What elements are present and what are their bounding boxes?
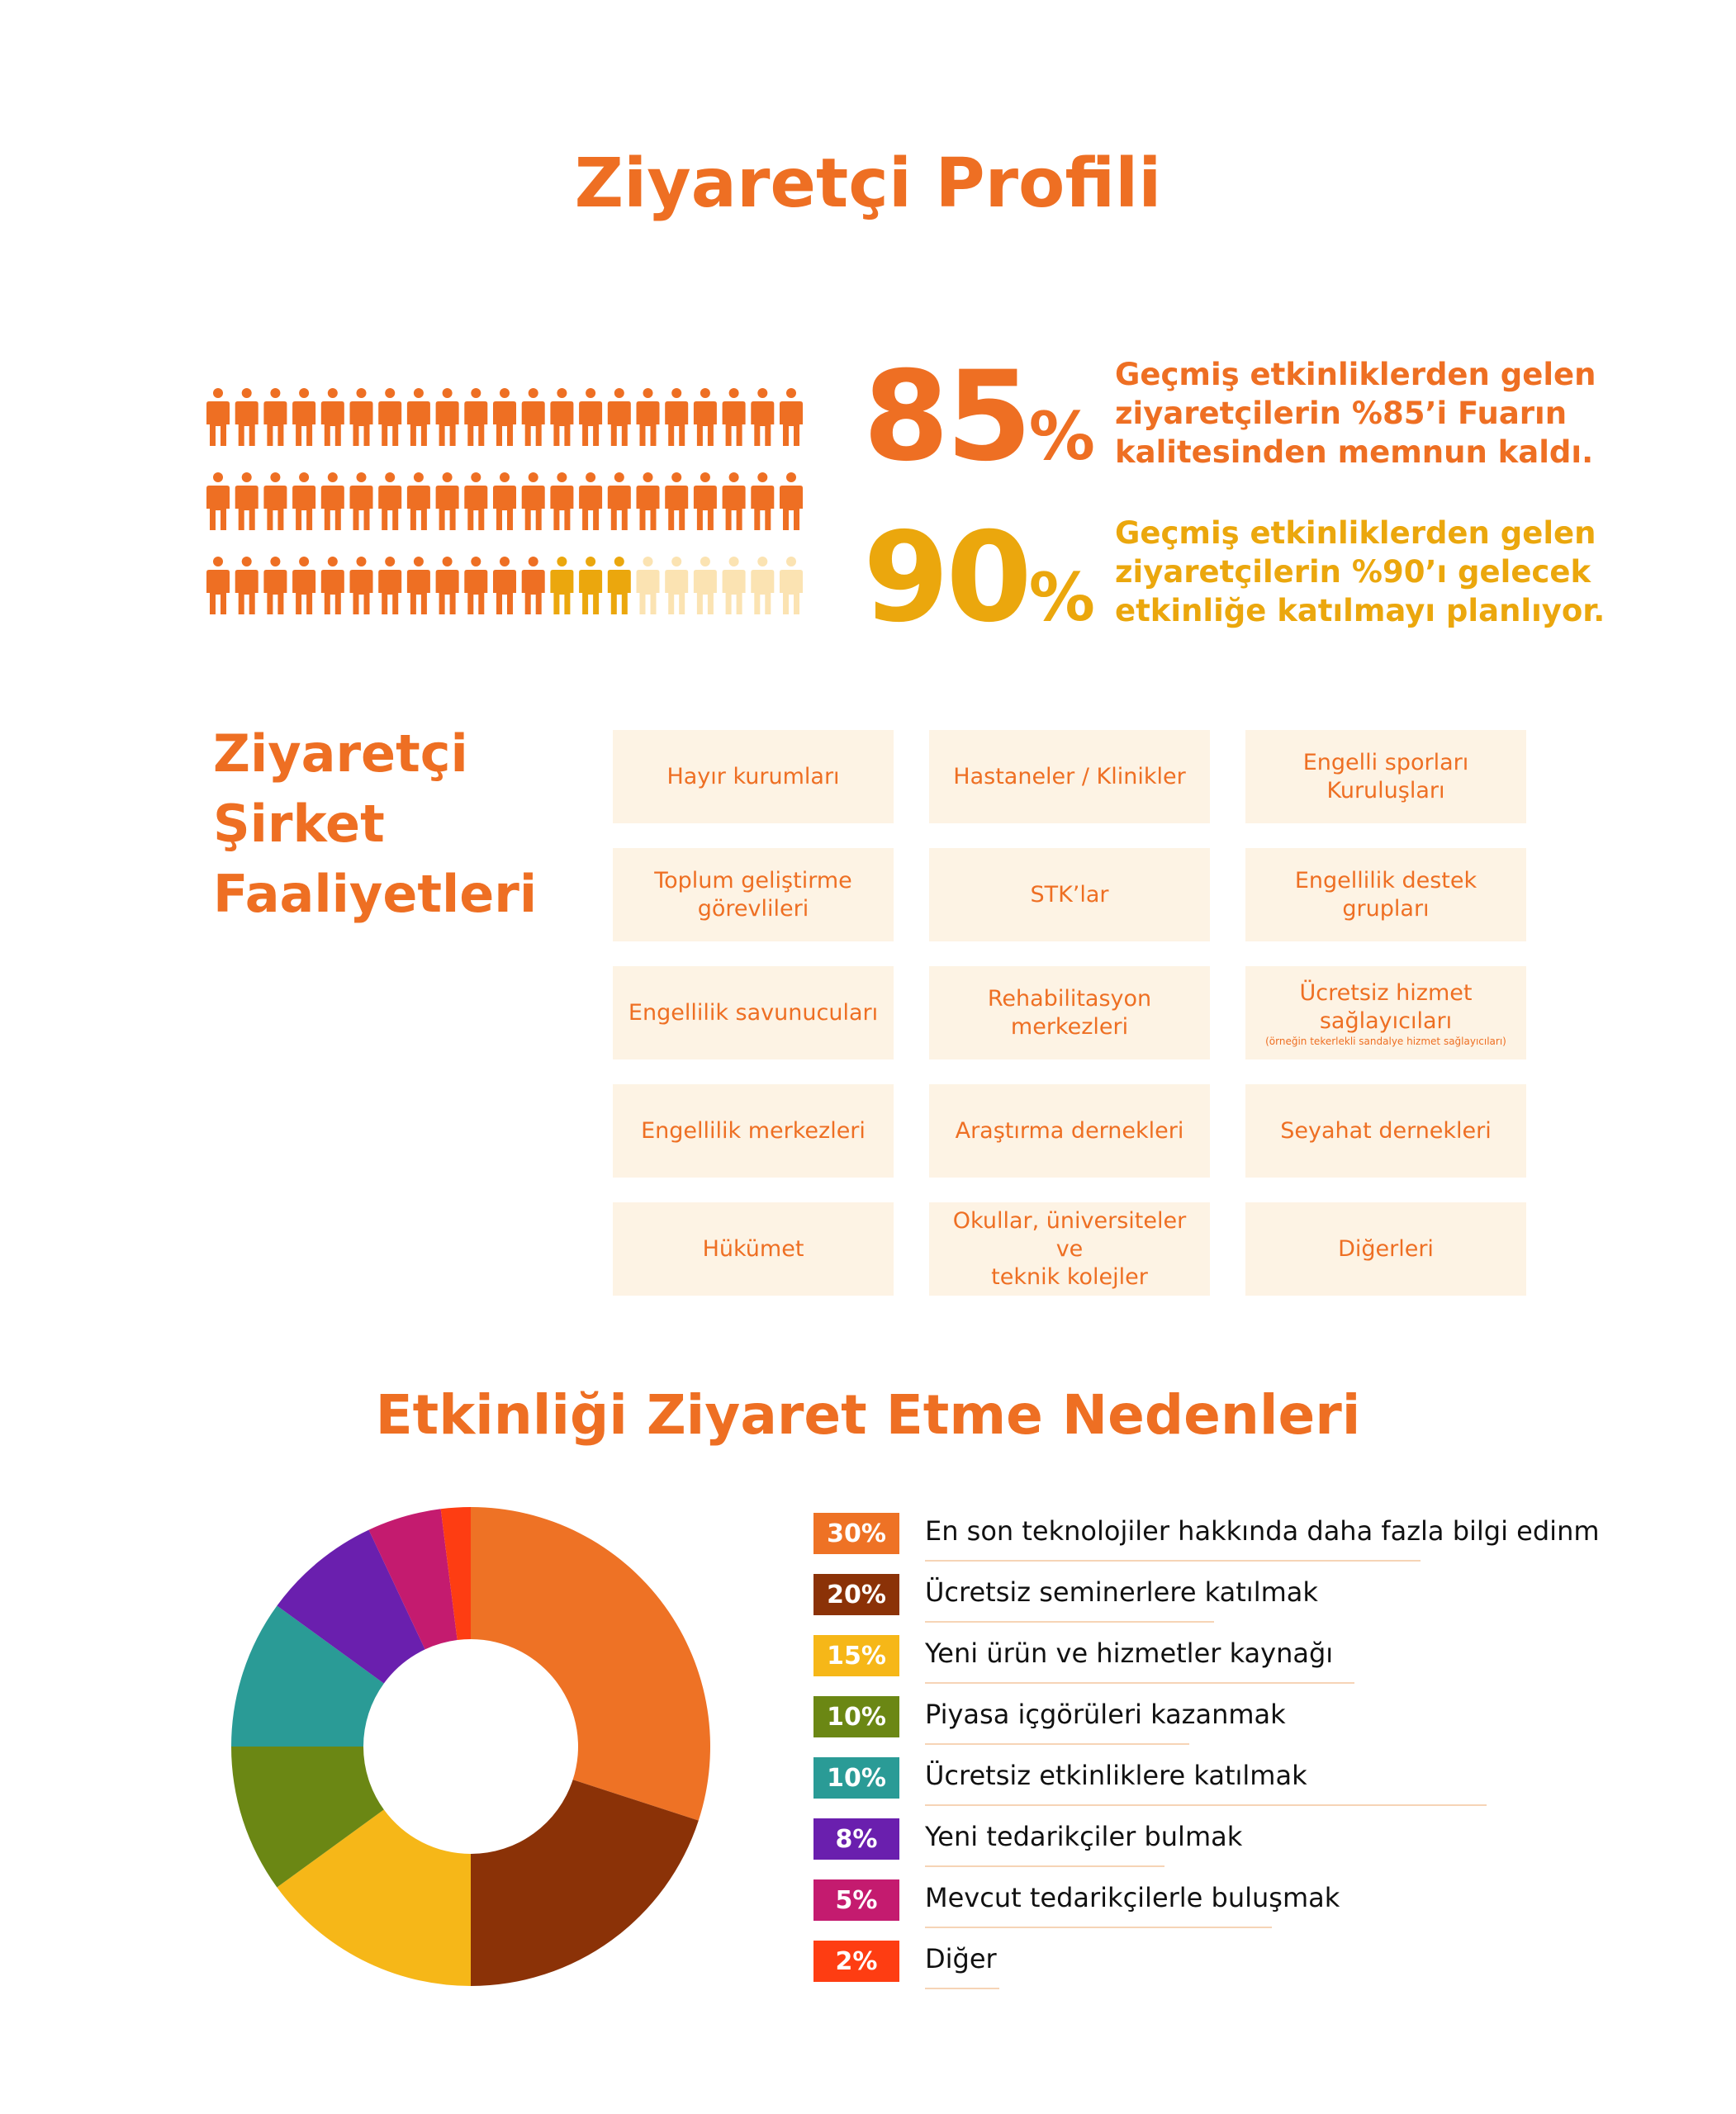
activity-card [929, 848, 1210, 941]
person-icon [522, 388, 545, 446]
activity-label: Seyahat dernekleri [1280, 1117, 1492, 1144]
legend-percent-badge: 10% [813, 1696, 899, 1737]
legend-item [813, 1513, 1639, 1574]
person-icon [292, 557, 315, 614]
stat-satisfied-line: kalitesinden memnun kaldı. [1115, 434, 1594, 470]
activity-label: teknik kolejler [991, 1263, 1148, 1290]
person-icon [579, 557, 602, 614]
activity-label: Engellilik savunucuları [628, 999, 879, 1026]
person-icon [694, 388, 717, 446]
activity-label: Hayır kurumları [666, 763, 840, 789]
person-icon [637, 557, 660, 614]
people-icon-chart [206, 388, 809, 619]
person-icon [637, 472, 660, 530]
activity-label: Diğerleri [1338, 1235, 1434, 1262]
legend-label: Mevcut tedarikçilerle buluşmak [925, 1882, 1340, 1913]
legend-percent-badge: 10% [813, 1757, 899, 1799]
person-icon [608, 557, 631, 614]
person-icon [292, 388, 315, 446]
activity-card [1245, 730, 1526, 823]
person-icon [436, 557, 459, 614]
person-icon [263, 557, 287, 614]
activity-label: Okullar, üniversiteler ve [952, 1207, 1187, 1262]
person-icon [550, 388, 573, 446]
legend-item [813, 1879, 1639, 1941]
activity-label: Ücretsiz hizmet sağlayıcıları [1299, 979, 1473, 1034]
person-icon [263, 472, 287, 530]
legend-percent-badge: 30% [813, 1513, 899, 1554]
reasons-title: Etkinliği Ziyaret Etme Nedenleri [375, 1383, 1361, 1447]
person-icon [522, 557, 545, 614]
person-icon [350, 388, 373, 446]
person-icon [550, 557, 573, 614]
person-icon [493, 388, 516, 446]
legend-item [813, 1635, 1639, 1696]
stat-satisfied-description [1115, 355, 1652, 472]
page-title: Ziyaretçi Profili [574, 145, 1162, 223]
person-icon [206, 472, 230, 530]
activity-label: STK’lar [1030, 881, 1109, 908]
activities-heading-line: Şirket [213, 794, 385, 854]
person-icon [723, 557, 746, 614]
person-icon [263, 388, 287, 446]
person-icon [436, 472, 459, 530]
activities-heading [213, 718, 585, 929]
legend-item [813, 1941, 1639, 2002]
legend-label: Ücretsiz etkinliklere katılmak [925, 1760, 1307, 1791]
person-icon [378, 472, 401, 530]
stat-satisfied-line: Geçmiş etkinliklerden gelen [1115, 357, 1596, 392]
activity-card [1245, 966, 1526, 1059]
legend-label: En son teknolojiler hakkında daha fazla bilgi edinm [925, 1515, 1600, 1547]
person-icon [723, 388, 746, 446]
person-icon [235, 472, 259, 530]
person-icon [321, 472, 344, 530]
person-icon [608, 388, 631, 446]
person-icon [464, 557, 487, 614]
activity-card [613, 848, 894, 941]
activity-label: Engellilik merkezleri [641, 1117, 866, 1144]
activities-grid [613, 730, 1528, 1296]
stat-return-line: ziyaretçilerin %90’ı gelecek [1115, 554, 1591, 590]
activity-label: Engellilik destek [1294, 867, 1477, 893]
stat-satisfied-value: 85 [863, 345, 1029, 489]
activity-card [929, 1084, 1210, 1178]
legend-underline [925, 1743, 1189, 1745]
activity-card [929, 1202, 1210, 1296]
legend-label: Piyasa içgörüleri kazanmak [925, 1699, 1286, 1730]
legend-item [813, 1818, 1639, 1879]
person-icon [350, 472, 373, 530]
activity-label: Engelli sporları [1302, 749, 1469, 775]
person-icon [608, 472, 631, 530]
legend-underline [925, 1804, 1487, 1806]
legend-underline [925, 1988, 999, 1989]
activity-label: grupları [1342, 895, 1430, 922]
chart-legend [813, 1513, 1639, 2002]
stat-return-line: Geçmiş etkinliklerden gelen [1115, 515, 1596, 551]
person-icon [407, 557, 430, 614]
person-icon [665, 388, 688, 446]
person-icon [751, 557, 774, 614]
legend-underline [925, 1927, 1272, 1928]
person-icon [665, 557, 688, 614]
person-icon [723, 472, 746, 530]
activity-label: görevlileri [697, 895, 809, 922]
person-icon [751, 472, 774, 530]
person-icon [407, 388, 430, 446]
person-icon [493, 557, 516, 614]
activity-card [613, 966, 894, 1059]
donut-slice [471, 1780, 699, 1986]
activity-card [929, 966, 1210, 1059]
legend-item [813, 1696, 1639, 1757]
person-icon [665, 472, 688, 530]
legend-label: Ücretsiz seminerlere katılmak [925, 1576, 1318, 1608]
person-icon [780, 472, 803, 530]
person-icon [206, 388, 230, 446]
person-icon [780, 557, 803, 614]
legend-item [813, 1757, 1639, 1818]
activity-card [613, 1084, 894, 1178]
person-icon [694, 472, 717, 530]
person-icon [235, 557, 259, 614]
person-icon [694, 557, 717, 614]
person-icon [522, 472, 545, 530]
legend-underline [925, 1560, 1421, 1562]
person-icon [493, 472, 516, 530]
legend-label: Yeni tedarikçiler bulmak [925, 1821, 1243, 1852]
stat-return-description [1115, 514, 1652, 630]
legend-label: Diğer [925, 1943, 997, 1974]
activity-card [1245, 1084, 1526, 1178]
person-icon [751, 388, 774, 446]
activity-label: Hükümet [702, 1235, 804, 1262]
legend-percent-badge: 15% [813, 1635, 899, 1676]
stat-satisfied-sign: % [1028, 398, 1095, 475]
activity-card [613, 1202, 894, 1296]
activities-heading-line: Faaliyetleri [213, 864, 538, 924]
legend-item [813, 1574, 1639, 1635]
person-icon [378, 557, 401, 614]
person-icon [292, 472, 315, 530]
person-icon [464, 388, 487, 446]
person-icon [464, 472, 487, 530]
stat-return-value: 90 [863, 506, 1029, 650]
stat-return-percent [863, 506, 1095, 650]
person-icon [321, 557, 344, 614]
person-icon [321, 388, 344, 446]
legend-underline [925, 1621, 1214, 1623]
stat-satisfied-percent [863, 345, 1095, 489]
activity-card [929, 730, 1210, 823]
person-icon [637, 388, 660, 446]
person-icon [350, 557, 373, 614]
legend-underline [925, 1682, 1354, 1684]
activity-note: (örneğin tekerlekli sandalye hizmet sağlayıcıları) [1265, 1035, 1506, 1047]
donut-slice [471, 1507, 710, 1821]
activity-card [1245, 848, 1526, 941]
person-icon [407, 472, 430, 530]
legend-percent-badge: 2% [813, 1941, 899, 1982]
legend-label: Yeni ürün ve hizmetler kaynağı [925, 1638, 1334, 1669]
person-icon [780, 388, 803, 446]
legend-underline [925, 1865, 1164, 1867]
activity-label: Kuruluşları [1326, 777, 1445, 803]
activity-label: Araştırma dernekleri [955, 1117, 1184, 1144]
legend-percent-badge: 5% [813, 1879, 899, 1921]
legend-percent-badge: 20% [813, 1574, 899, 1615]
person-icon [579, 472, 602, 530]
person-icon [550, 472, 573, 530]
legend-percent-badge: 8% [813, 1818, 899, 1860]
person-icon [206, 557, 230, 614]
activities-heading-line: Ziyaretçi [213, 723, 468, 784]
stat-satisfied-line: ziyaretçilerin %85’i Fuarın [1115, 396, 1568, 431]
stat-return-sign: % [1028, 559, 1095, 636]
stat-return-line: etkinliğe katılmayı planlıyor. [1115, 593, 1606, 628]
activity-label: Rehabilitasyon merkezleri [987, 985, 1152, 1040]
person-icon [436, 388, 459, 446]
person-icon [579, 388, 602, 446]
activity-card [1245, 1202, 1526, 1296]
donut-chart [223, 1499, 719, 1994]
person-icon [378, 388, 401, 446]
activity-card [613, 730, 894, 823]
activity-label: Hastaneler / Klinikler [953, 763, 1186, 789]
person-icon [235, 388, 259, 446]
activity-label: Toplum geliştirme [654, 867, 852, 893]
